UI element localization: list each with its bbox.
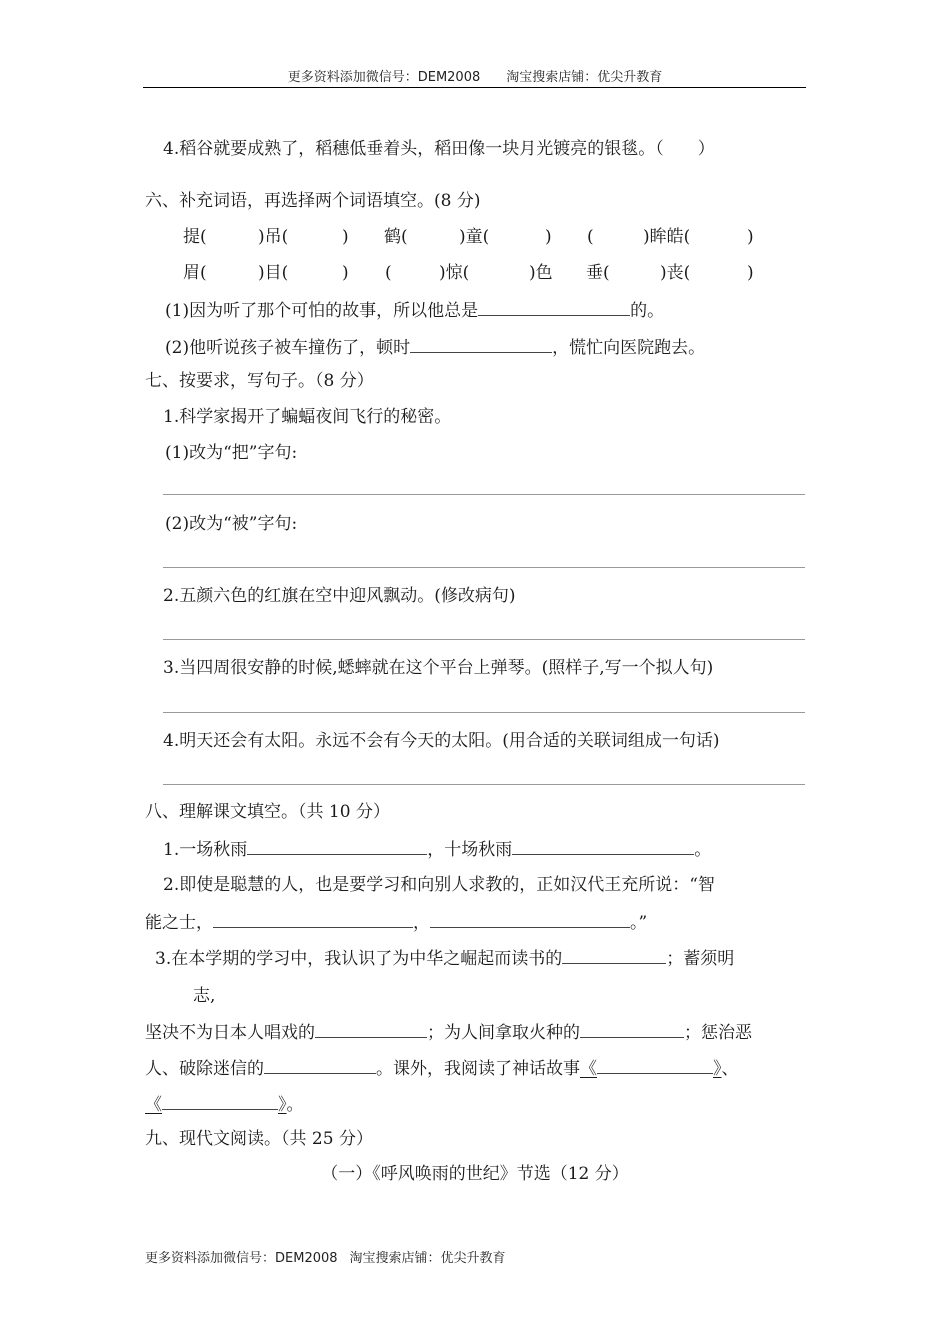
- fill-blank[interactable]: [580, 1020, 684, 1038]
- word-blank: ): [545, 227, 552, 247]
- fill-blank[interactable]: [264, 1056, 376, 1074]
- word-blank: )丧(: [660, 263, 691, 283]
- sec8-title: 八、理解课文填空。（共 10 分）: [145, 802, 390, 822]
- sec7-q2: 2.五颜六色的红旗在空中迎风飘动。(修改病句): [163, 586, 516, 606]
- fill-blank[interactable]: [315, 1020, 427, 1038]
- sec8-q3-line3: 坚决不为日本人唱戏的 ；为人间拿取火种的 ；惩治恶: [145, 1020, 752, 1044]
- sec6-sentence-1: (1)因为听了那个可怕的故事，所以他总是 的。: [165, 298, 664, 322]
- header-rule: [143, 87, 806, 88]
- fill-blank[interactable]: [247, 837, 427, 855]
- sec7-q3: 3.当四周很安静的时候,蟋蟀就在这个平台上弹琴。(照样子,写一个拟人句): [163, 658, 714, 678]
- header-shop: 淘宝搜索店铺：优尖升教育: [506, 70, 663, 85]
- sec8-q3-line1: 3.在本学期的学习中，我认识了为中华之崛起而读书的 ；蓄须明: [155, 946, 734, 970]
- answer-line[interactable]: [163, 639, 805, 640]
- sec9-subtitle: （一）《呼风唤雨的世纪》节选（12 分）: [321, 1164, 629, 1184]
- sec7-q4: 4.明天还会有太阳。永远不会有今天的太阳。(用合适的关联词组成一句话): [163, 731, 720, 751]
- answer-line[interactable]: [163, 784, 805, 785]
- sec8-q1: 1.一场秋雨 ，十场秋雨 。: [163, 837, 711, 861]
- word-blank: )眸皓(: [643, 227, 691, 247]
- word-blank: )童(: [459, 227, 490, 247]
- sec6-title: 六、补充词语，再选择两个词语填空。(8 分): [145, 191, 481, 211]
- word-blank: )吊(: [258, 227, 289, 247]
- word-blank: 眉(: [183, 263, 207, 283]
- sec8-q2-line1: 2.即使是聪慧的人，也是要学习和向别人求教的，正如汉代王充所说：“智: [163, 875, 715, 895]
- sec8-q3-line5: 《 》。: [145, 1092, 304, 1116]
- word-blank: (: [385, 263, 392, 283]
- footer-shop: 淘宝搜索店铺：优尖升教育: [349, 1251, 506, 1266]
- word-blank: )色: [529, 263, 553, 283]
- sec7-q1: 1.科学家揭开了蝙蝠夜间飞行的秘密。: [163, 407, 452, 427]
- word-blank: 垂(: [586, 263, 610, 283]
- q5-item-4: 4.稻谷就要成熟了，稻穗低垂着头，稻田像一块月光镀亮的银毯。（ ）: [163, 139, 715, 159]
- sec8-q3-line2: 志,: [193, 986, 216, 1006]
- word-blank: )惊(: [439, 263, 470, 283]
- sec7-q1a: (1)改为“把”字句:: [165, 443, 298, 463]
- fill-blank[interactable]: [562, 946, 666, 964]
- fill-blank[interactable]: [430, 910, 630, 928]
- fill-blank[interactable]: [410, 335, 552, 353]
- fill-blank[interactable]: [478, 298, 630, 316]
- sec9-title: 九、现代文阅读。（共 25 分）: [145, 1129, 373, 1149]
- word-blank: ): [342, 263, 349, 283]
- word-blank: ): [342, 227, 349, 247]
- page-header: [0, 66, 950, 85]
- fill-blank[interactable]: [512, 837, 694, 855]
- page-footer: [145, 1247, 506, 1266]
- word-blank: ): [747, 263, 754, 283]
- fill-blank[interactable]: [162, 1092, 278, 1110]
- fill-blank[interactable]: [213, 910, 413, 928]
- word-blank: 提(: [183, 227, 207, 247]
- sec7-q1b: (2)改为“被”字句:: [165, 514, 298, 534]
- word-blank: )目(: [258, 263, 289, 283]
- sec8-q3-line4: 人、破除迷信的 。课外，我阅读了神话故事《 》、: [145, 1056, 739, 1080]
- word-blank: 鹤(: [384, 227, 408, 247]
- fill-blank[interactable]: [597, 1056, 713, 1074]
- sec6-sentence-2: (2)他听说孩子被车撞伤了，顿时 ，慌忙向医院跑去。: [165, 335, 705, 359]
- answer-line[interactable]: [163, 494, 805, 495]
- word-blank: ): [747, 227, 754, 247]
- answer-line[interactable]: [163, 712, 805, 713]
- header-wechat: 更多资料添加微信号：DEM2008: [287, 70, 481, 85]
- sec7-title: 七、按要求，写句子。（8 分）: [145, 371, 374, 391]
- answer-line[interactable]: [163, 567, 805, 568]
- sec8-q2-line2: 能之士， ， 。”: [145, 910, 647, 934]
- word-blank: (: [587, 227, 594, 247]
- footer-wechat: 更多资料添加微信号：DEM2008: [145, 1251, 338, 1266]
